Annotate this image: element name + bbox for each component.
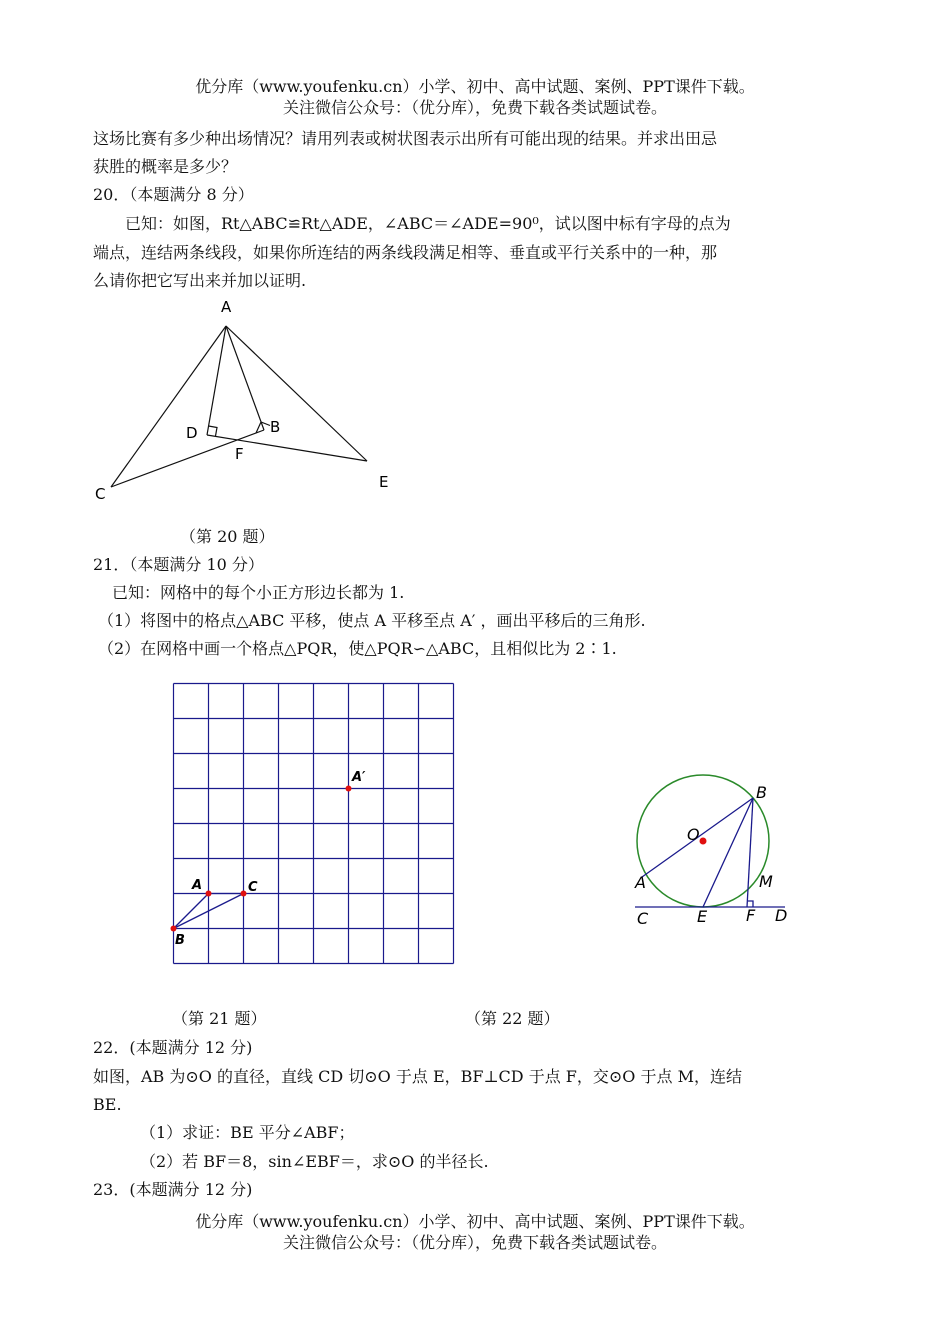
q22-label-b: B bbox=[756, 783, 767, 802]
q22-figure bbox=[625, 765, 805, 935]
q21-caption: （第 21 题） bbox=[172, 1009, 267, 1028]
q22-segment-bf bbox=[747, 798, 753, 907]
q20-segment-ae bbox=[226, 326, 367, 461]
q21-text-line-2: （1）将图中的格点△ABC 平移，使点 A 平移至点 A′ ，画出平移后的三角形. bbox=[98, 611, 646, 630]
q21-segment-ba bbox=[174, 894, 209, 929]
q19-text-line-1: 这场比赛有多少种出场情况？请用列表或树状图表示出所有可能出现的结果。并求出田忌 bbox=[93, 129, 718, 148]
q22-part-2: （2）若 BF＝8，sin∠EBF＝，求⊙O 的半径长. bbox=[140, 1152, 489, 1171]
q22-title: 22．(本题满分 12 分) bbox=[93, 1038, 253, 1057]
q22-text-line-2: BE. bbox=[93, 1095, 122, 1114]
q20-right-angle-d bbox=[209, 426, 218, 436]
q20-label-a: A bbox=[221, 298, 232, 316]
q21-label-a: A bbox=[192, 878, 203, 893]
q22-label-e: E bbox=[697, 907, 708, 926]
q22-text-line-1: 如图，AB 为⊙O 的直径，直线 CD 切⊙O 于点 E，BF⊥CD 于点 F，交⊙O 于点 M，连结 bbox=[93, 1067, 742, 1086]
q20-figure bbox=[85, 292, 405, 512]
q20-segment-ac bbox=[111, 326, 226, 487]
q21-text-line-1: 已知：网格中的每个小正方形边长都为 1. bbox=[112, 583, 405, 602]
q22-label-a: A bbox=[635, 873, 646, 892]
q21-title: 21．（本题满分 10 分） bbox=[93, 555, 264, 574]
q20-label-b: B bbox=[270, 418, 281, 436]
q21-point-c bbox=[241, 891, 247, 897]
q20-label-c: C bbox=[95, 485, 106, 503]
q21-point-a bbox=[206, 891, 212, 897]
q22-center-point bbox=[700, 838, 707, 845]
q20-text-line-1: 已知：如图，Rt△ABC≌Rt△ADE，∠ABC＝∠ADE=90⁰，试以图中标有字母的点为 bbox=[125, 214, 731, 233]
q22-label-f: F bbox=[746, 906, 756, 925]
q20-caption: （第 20 题） bbox=[180, 527, 275, 546]
footer-line-1: 优分库（www.youfenku.cn）小学、初中、高中试题、案例、PPT课件下载。 bbox=[195, 1212, 755, 1231]
q22-part-1: （1）求证：BE 平分∠ABF； bbox=[140, 1123, 355, 1142]
q19-text-line-2: 获胜的概率是多少？ bbox=[93, 157, 238, 176]
q22-caption: （第 22 题） bbox=[465, 1009, 560, 1028]
q22-label-d: D bbox=[775, 906, 788, 925]
q20-label-e: E bbox=[379, 473, 389, 491]
q21-label-c: C bbox=[248, 880, 258, 895]
q20-title: 20．（本题满分 8 分） bbox=[93, 185, 254, 204]
q20-text-line-2: 端点，连结两条线段，如果你所连结的两条线段满足相等、垂直或平行关系中的一种，那 bbox=[93, 243, 718, 262]
q23-title: 23．(本题满分 12 分) bbox=[93, 1180, 253, 1199]
q21-grid bbox=[174, 684, 454, 964]
footer-line-2: 关注微信公众号：（优分库），免费下载各类试题试卷。 bbox=[282, 1233, 667, 1252]
header-line-2: 关注微信公众号：（优分库），免费下载各类试题试卷。 bbox=[282, 98, 667, 117]
q20-label-d: D bbox=[186, 424, 198, 442]
q21-point-b bbox=[171, 926, 177, 932]
q20-label-f: F bbox=[235, 445, 244, 463]
q20-segment-ad bbox=[207, 326, 226, 435]
q22-label-o: O bbox=[687, 825, 700, 844]
q20-segment-de bbox=[207, 435, 367, 461]
q21-label-b: B bbox=[175, 933, 185, 948]
q20-text-line-3: 么请你把它写出来并加以证明. bbox=[93, 271, 307, 290]
q21-point-aprime bbox=[346, 786, 352, 792]
q22-label-m: M bbox=[759, 872, 773, 891]
q21-label-aprime: A′ bbox=[352, 770, 366, 785]
q20-segment-ab bbox=[226, 326, 264, 430]
q22-label-c: C bbox=[637, 909, 649, 928]
q21-grid-figure bbox=[165, 675, 465, 975]
q21-text-line-3: （2）在网格中画一个格点△PQR，使△PQR∽△ABC，且相似比为 2∶1. bbox=[98, 639, 617, 658]
header-line-1: 优分库（www.youfenku.cn）小学、初中、高中试题、案例、PPT课件下载。 bbox=[195, 77, 755, 96]
